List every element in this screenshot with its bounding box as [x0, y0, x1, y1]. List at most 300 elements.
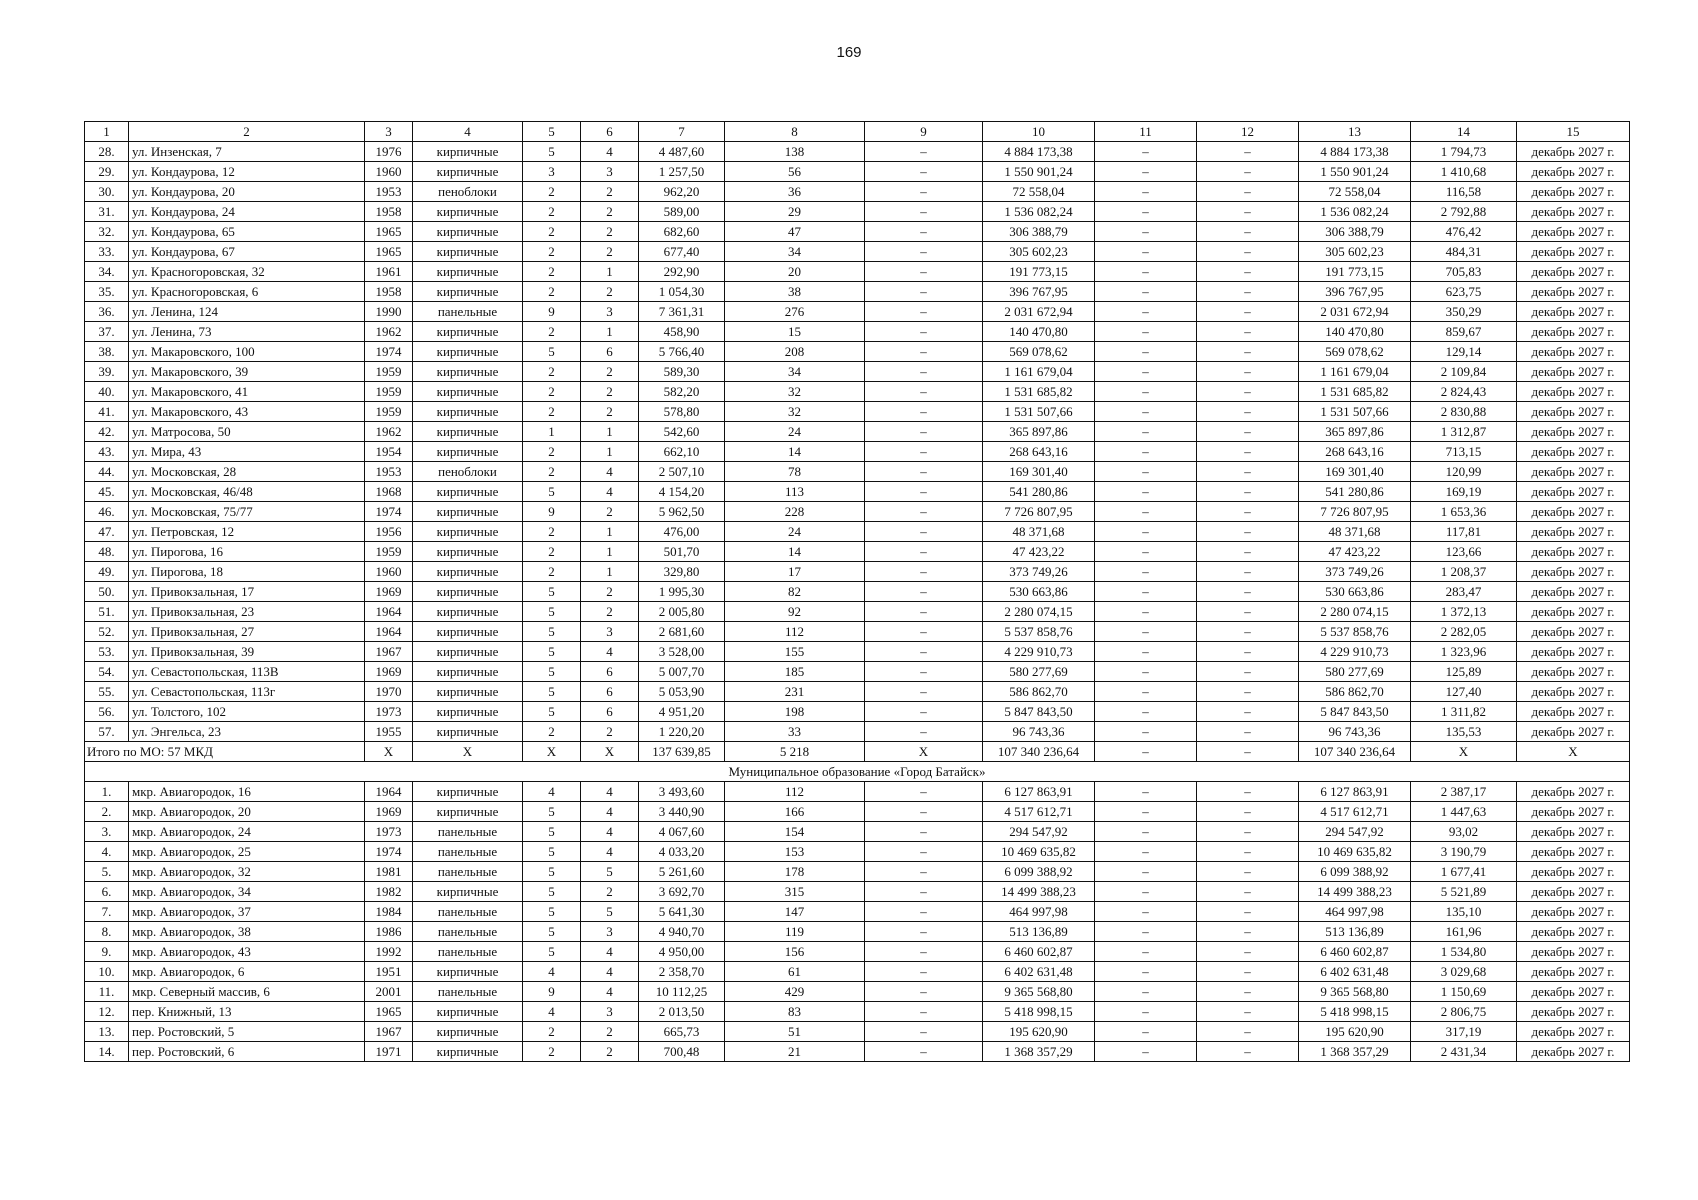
total-area-cell: 682,60: [639, 222, 725, 242]
floors-cell: 4: [523, 962, 581, 982]
section-title-row: [85, 762, 1630, 782]
entrances-cell: 2: [581, 582, 639, 602]
col-11-cell: –: [1095, 542, 1197, 562]
cost-total-cell: 569 078,62: [983, 342, 1095, 362]
address-cell: ул. Привокзальная, 39: [129, 642, 365, 662]
wall-material-cell: панельные: [413, 302, 523, 322]
col-13-cost-cell: 191 773,15: [1299, 262, 1411, 282]
col-13-cost-cell: 1 536 082,24: [1299, 202, 1411, 222]
year-built-cell: 1974: [365, 842, 413, 862]
col-11-cell: –: [1095, 862, 1197, 882]
table-row: [85, 182, 1630, 202]
col-11-cell: –: [1095, 682, 1197, 702]
unit-cost-cell: 2 282,05: [1411, 622, 1517, 642]
col-9-cell: –: [865, 622, 983, 642]
address-cell: пер. Ростовский, 6: [129, 1042, 365, 1062]
unit-cost-cell: 120,99: [1411, 462, 1517, 482]
deadline-cell: декабрь 2027 г.: [1517, 702, 1630, 722]
year-built-cell: 1959: [365, 402, 413, 422]
residents-cell: 56: [725, 162, 865, 182]
column-header-13: 13: [1299, 122, 1411, 142]
table-row: [85, 362, 1630, 382]
col-12-cell: –: [1197, 262, 1299, 282]
cost-total-cell: 6 460 602,87: [983, 942, 1095, 962]
row-number-cell: 7.: [85, 902, 129, 922]
address-cell: мкр. Авиагородок, 43: [129, 942, 365, 962]
wall-material-cell: кирпичные: [413, 422, 523, 442]
cost-total-cell: 4 517 612,71: [983, 802, 1095, 822]
year-built-cell: 1960: [365, 562, 413, 582]
floors-cell: 2: [523, 202, 581, 222]
wall-material-cell: кирпичные: [413, 602, 523, 622]
year-built-cell: 1967: [365, 1022, 413, 1042]
year-built-cell: 1973: [365, 822, 413, 842]
unit-cost-cell: 1 534,80: [1411, 942, 1517, 962]
cost-total-cell: 1 161 679,04: [983, 362, 1095, 382]
table-row: [85, 642, 1630, 662]
cost-total-cell: 373 749,26: [983, 562, 1095, 582]
row-number-cell: 6.: [85, 882, 129, 902]
wall-material-cell: панельные: [413, 902, 523, 922]
col-11-cell: –: [1095, 622, 1197, 642]
col-11-cell: –: [1095, 722, 1197, 742]
floors-cell: 1: [523, 422, 581, 442]
address-cell: ул. Кондаурова, 20: [129, 182, 365, 202]
col-13-cost-cell: 373 749,26: [1299, 562, 1411, 582]
row-number-cell: 42.: [85, 422, 129, 442]
col-13-cost-cell: 464 997,98: [1299, 902, 1411, 922]
col-9-cell: –: [865, 422, 983, 442]
page-number: 169: [836, 44, 862, 61]
residents-cell: 208: [725, 342, 865, 362]
column-header-2: 2: [129, 122, 365, 142]
total-area-cell: 5 962,50: [639, 502, 725, 522]
cost-total-cell: 72 558,04: [983, 182, 1095, 202]
col-11-cell: –: [1095, 962, 1197, 982]
table-row: [85, 1042, 1630, 1062]
entrances-cell: 2: [581, 502, 639, 522]
year-built-cell: 1990: [365, 302, 413, 322]
entrances-cell: 1: [581, 522, 639, 542]
floors-cell: 9: [523, 982, 581, 1002]
table-row: [85, 202, 1630, 222]
table-row: [85, 322, 1630, 342]
unit-cost-cell: 123,66: [1411, 542, 1517, 562]
col-11-cell: –: [1095, 302, 1197, 322]
row-number-cell: 1.: [85, 782, 129, 802]
floors-cell: 5: [523, 802, 581, 822]
year-built-cell: 1969: [365, 582, 413, 602]
entrances-cell: 1: [581, 322, 639, 342]
col-11-cell: –: [1095, 402, 1197, 422]
col-9-cell: –: [865, 222, 983, 242]
residents-cell: 14: [725, 442, 865, 462]
address-cell: ул. Матросова, 50: [129, 422, 365, 442]
unit-cost-cell: 1 312,87: [1411, 422, 1517, 442]
entrances-cell: 2: [581, 402, 639, 422]
row-number-cell: 3.: [85, 822, 129, 842]
entrances-cell: 1: [581, 422, 639, 442]
floors-cell: 2: [523, 462, 581, 482]
deadline-cell: декабрь 2027 г.: [1517, 222, 1630, 242]
wall-material-cell: кирпичные: [413, 662, 523, 682]
cost-total-cell: 5 537 858,76: [983, 622, 1095, 642]
col-13-cost-cell: 140 470,80: [1299, 322, 1411, 342]
col-12-cell: –: [1197, 862, 1299, 882]
year-built-cell: 1971: [365, 1042, 413, 1062]
address-cell: ул. Кондаурова, 12: [129, 162, 365, 182]
col-13-cost-cell: 1 531 507,66: [1299, 402, 1411, 422]
deadline-cell: декабрь 2027 г.: [1517, 642, 1630, 662]
col-11-cell: –: [1095, 462, 1197, 482]
year-built-cell: 1964: [365, 782, 413, 802]
col-9-cell: –: [865, 182, 983, 202]
entrances-cell: 3: [581, 302, 639, 322]
row-number-cell: 2.: [85, 802, 129, 822]
row-number-cell: 46.: [85, 502, 129, 522]
column-header-9: 9: [865, 122, 983, 142]
total-area-cell: 7 361,31: [639, 302, 725, 322]
address-cell: мкр. Авиагородок, 32: [129, 862, 365, 882]
address-cell: ул. Толстого, 102: [129, 702, 365, 722]
entrances-cell: 1: [581, 262, 639, 282]
column-number-row: [85, 122, 1630, 142]
total-area-cell: 458,90: [639, 322, 725, 342]
col-9-cell: –: [865, 602, 983, 622]
residents-cell: 276: [725, 302, 865, 322]
col-12-cell: –: [1197, 522, 1299, 542]
unit-cost-cell: 2 792,88: [1411, 202, 1517, 222]
row-number-cell: 37.: [85, 322, 129, 342]
address-cell: ул. Петровская, 12: [129, 522, 365, 542]
residents-cell: 156: [725, 942, 865, 962]
year-built-cell: 1953: [365, 182, 413, 202]
deadline-cell: декабрь 2027 г.: [1517, 662, 1630, 682]
col-12-cell: –: [1197, 702, 1299, 722]
col-13-cost-cell: 2 280 074,15: [1299, 602, 1411, 622]
total-area-cell: 4 067,60: [639, 822, 725, 842]
total-area-cell: 3 493,60: [639, 782, 725, 802]
wall-material-cell: пеноблоки: [413, 462, 523, 482]
floors-cell: 2: [523, 182, 581, 202]
col-9-cell: –: [865, 342, 983, 362]
unit-cost-cell: 135,53: [1411, 722, 1517, 742]
col-12-cell: –: [1197, 182, 1299, 202]
wall-material-cell: кирпичные: [413, 362, 523, 382]
wall-material-cell: кирпичные: [413, 1002, 523, 1022]
row-number-cell: 5.: [85, 862, 129, 882]
residents-cell: 155: [725, 642, 865, 662]
total-area-cell: 1 054,30: [639, 282, 725, 302]
col-12-cell: –: [1197, 362, 1299, 382]
residents-cell: 32: [725, 382, 865, 402]
col-9-cell: –: [865, 922, 983, 942]
deadline-cell: декабрь 2027 г.: [1517, 202, 1630, 222]
cost-total-cell: 10 469 635,82: [983, 842, 1095, 862]
col-13-cost-cell: 268 643,16: [1299, 442, 1411, 462]
col-12-cell: –: [1197, 222, 1299, 242]
address-cell: ул. Красногоровская, 32: [129, 262, 365, 282]
table-row: [85, 842, 1630, 862]
col-11-cell: –: [1095, 1002, 1197, 1022]
residents-cell: 36: [725, 182, 865, 202]
col-12-cell: –: [1197, 322, 1299, 342]
entrances-cell: 4: [581, 462, 639, 482]
row-number-cell: 9.: [85, 942, 129, 962]
residents-cell: 14: [725, 542, 865, 562]
col-13-cost-cell: 4 884 173,38: [1299, 142, 1411, 162]
unit-cost-cell: 1 447,63: [1411, 802, 1517, 822]
wall-material-cell: кирпичные: [413, 222, 523, 242]
address-cell: ул. Московская, 46/48: [129, 482, 365, 502]
entrances-cell: 2: [581, 242, 639, 262]
year-built-cell: 1960: [365, 162, 413, 182]
entrances-cell: 4: [581, 142, 639, 162]
row-number-cell: 28.: [85, 142, 129, 162]
wall-material-cell: кирпичные: [413, 282, 523, 302]
col-13-cost-cell: 1 368 357,29: [1299, 1042, 1411, 1062]
row-number-cell: 10.: [85, 962, 129, 982]
unit-cost-cell: 2 431,34: [1411, 1042, 1517, 1062]
deadline-cell: декабрь 2027 г.: [1517, 362, 1630, 382]
col-13-cost-cell: 2 031 672,94: [1299, 302, 1411, 322]
residents-cell: 231: [725, 682, 865, 702]
address-cell: мкр. Авиагородок, 37: [129, 902, 365, 922]
deadline-cell: декабрь 2027 г.: [1517, 522, 1630, 542]
col-11-cell: –: [1095, 282, 1197, 302]
address-cell: ул. Московская, 75/77: [129, 502, 365, 522]
col-13-cost-cell: 294 547,92: [1299, 822, 1411, 842]
col-9-cell: –: [865, 322, 983, 342]
unit-cost-cell: 169,19: [1411, 482, 1517, 502]
col-9-cell: –: [865, 502, 983, 522]
entrances-cell: 1: [581, 442, 639, 462]
cost-total-cell: 1 368 357,29: [983, 1042, 1095, 1062]
total-area-cell: 3 692,70: [639, 882, 725, 902]
entrances-cell: 3: [581, 162, 639, 182]
col-13-cost-cell: 530 663,86: [1299, 582, 1411, 602]
address-cell: ул. Макаровского, 41: [129, 382, 365, 402]
address-cell: мкр. Авиагородок, 38: [129, 922, 365, 942]
table-row: [85, 162, 1630, 182]
table-row: [85, 462, 1630, 482]
entrances-cell: 3: [581, 922, 639, 942]
table-row: [85, 622, 1630, 642]
year-built-cell: 1959: [365, 382, 413, 402]
table-row: [85, 382, 1630, 402]
residents-cell: 138: [725, 142, 865, 162]
col-11-cell: –: [1095, 382, 1197, 402]
residents-cell: 21: [725, 1042, 865, 1062]
table-row: [85, 682, 1630, 702]
row-number-cell: 50.: [85, 582, 129, 602]
table-row: [85, 562, 1630, 582]
deadline-cell: декабрь 2027 г.: [1517, 182, 1630, 202]
residents-cell: 29: [725, 202, 865, 222]
deadline-cell: декабрь 2027 г.: [1517, 462, 1630, 482]
col-9-cell: –: [865, 942, 983, 962]
address-cell: мкр. Авиагородок, 34: [129, 882, 365, 902]
col-9-cell: –: [865, 402, 983, 422]
col-9-cell: –: [865, 302, 983, 322]
year-built-cell: 2001: [365, 982, 413, 1002]
address-cell: мкр. Авиагородок, 6: [129, 962, 365, 982]
total-cell: 107 340 236,64: [983, 742, 1095, 762]
entrances-cell: 3: [581, 1002, 639, 1022]
col-12-cell: –: [1197, 922, 1299, 942]
entrances-cell: 2: [581, 382, 639, 402]
address-cell: ул. Ленина, 124: [129, 302, 365, 322]
section-title: Муниципальное образование «Город Батайск»: [85, 762, 1630, 782]
floors-cell: 4: [523, 1002, 581, 1022]
floors-cell: 9: [523, 502, 581, 522]
col-9-cell: –: [865, 522, 983, 542]
year-built-cell: 1974: [365, 502, 413, 522]
col-9-cell: –: [865, 482, 983, 502]
wall-material-cell: кирпичные: [413, 882, 523, 902]
total-area-cell: 2 013,50: [639, 1002, 725, 1022]
total-area-cell: 4 950,00: [639, 942, 725, 962]
row-number-cell: 51.: [85, 602, 129, 622]
total-area-cell: 4 154,20: [639, 482, 725, 502]
total-area-cell: 589,30: [639, 362, 725, 382]
wall-material-cell: кирпичные: [413, 542, 523, 562]
deadline-cell: декабрь 2027 г.: [1517, 282, 1630, 302]
col-11-cell: –: [1095, 902, 1197, 922]
col-13-cost-cell: 5 537 858,76: [1299, 622, 1411, 642]
year-built-cell: 1969: [365, 802, 413, 822]
address-cell: ул. Красногоровская, 6: [129, 282, 365, 302]
total-area-cell: 5 641,30: [639, 902, 725, 922]
total-area-cell: 5 766,40: [639, 342, 725, 362]
cost-total-cell: 47 423,22: [983, 542, 1095, 562]
cost-total-cell: 6 127 863,91: [983, 782, 1095, 802]
floors-cell: 2: [523, 1042, 581, 1062]
column-header-12: 12: [1197, 122, 1299, 142]
residents-cell: 154: [725, 822, 865, 842]
residents-cell: 24: [725, 522, 865, 542]
address-cell: ул. Привокзальная, 27: [129, 622, 365, 642]
wall-material-cell: панельные: [413, 842, 523, 862]
col-9-cell: –: [865, 662, 983, 682]
residents-cell: 166: [725, 802, 865, 822]
residents-cell: 112: [725, 782, 865, 802]
col-12-cell: –: [1197, 442, 1299, 462]
floors-cell: 5: [523, 582, 581, 602]
total-area-cell: 501,70: [639, 542, 725, 562]
col-12-cell: –: [1197, 242, 1299, 262]
col-11-cell: –: [1095, 502, 1197, 522]
table-body: [85, 122, 1630, 1062]
address-cell: мкр. Авиагородок, 25: [129, 842, 365, 862]
year-built-cell: 1955: [365, 722, 413, 742]
col-11-cell: –: [1095, 202, 1197, 222]
total-area-cell: 582,20: [639, 382, 725, 402]
row-number-cell: 4.: [85, 842, 129, 862]
col-13-cost-cell: 7 726 807,95: [1299, 502, 1411, 522]
column-header-15: 15: [1517, 122, 1630, 142]
entrances-cell: 2: [581, 222, 639, 242]
entrances-cell: 2: [581, 602, 639, 622]
col-13-cost-cell: 14 499 388,23: [1299, 882, 1411, 902]
row-number-cell: 11.: [85, 982, 129, 1002]
year-built-cell: 1981: [365, 862, 413, 882]
col-11-cell: –: [1095, 242, 1197, 262]
col-12-cell: –: [1197, 722, 1299, 742]
residents-cell: 82: [725, 582, 865, 602]
year-built-cell: 1984: [365, 902, 413, 922]
unit-cost-cell: 859,67: [1411, 322, 1517, 342]
row-number-cell: 49.: [85, 562, 129, 582]
unit-cost-cell: 350,29: [1411, 302, 1517, 322]
year-built-cell: 1965: [365, 1002, 413, 1022]
deadline-cell: декабрь 2027 г.: [1517, 582, 1630, 602]
total-area-cell: 1 257,50: [639, 162, 725, 182]
table-row: [85, 502, 1630, 522]
table-row: [85, 822, 1630, 842]
col-11-cell: –: [1095, 922, 1197, 942]
wall-material-cell: кирпичные: [413, 442, 523, 462]
address-cell: ул. Мира, 43: [129, 442, 365, 462]
col-12-cell: –: [1197, 622, 1299, 642]
wall-material-cell: кирпичные: [413, 702, 523, 722]
deadline-cell: декабрь 2027 г.: [1517, 482, 1630, 502]
floors-cell: 5: [523, 682, 581, 702]
total-area-cell: 4 951,20: [639, 702, 725, 722]
address-cell: ул. Инзенская, 7: [129, 142, 365, 162]
residents-cell: 228: [725, 502, 865, 522]
year-built-cell: 1965: [365, 222, 413, 242]
floors-cell: 5: [523, 822, 581, 842]
floors-cell: 5: [523, 622, 581, 642]
wall-material-cell: кирпичные: [413, 322, 523, 342]
col-9-cell: –: [865, 582, 983, 602]
address-cell: ул. Энгельса, 23: [129, 722, 365, 742]
address-cell: ул. Кондаурова, 24: [129, 202, 365, 222]
wall-material-cell: кирпичные: [413, 642, 523, 662]
col-12-cell: –: [1197, 942, 1299, 962]
column-header-1: 1: [85, 122, 129, 142]
floors-cell: 5: [523, 662, 581, 682]
col-11-cell: –: [1095, 342, 1197, 362]
entrances-cell: 2: [581, 282, 639, 302]
total-area-cell: 2 681,60: [639, 622, 725, 642]
total-area-cell: 578,80: [639, 402, 725, 422]
col-12-cell: –: [1197, 1002, 1299, 1022]
total-area-cell: 542,60: [639, 422, 725, 442]
row-number-cell: 45.: [85, 482, 129, 502]
col-13-cost-cell: 305 602,23: [1299, 242, 1411, 262]
floors-cell: 3: [523, 162, 581, 182]
residents-cell: 33: [725, 722, 865, 742]
col-12-cell: –: [1197, 542, 1299, 562]
address-cell: ул. Привокзальная, 17: [129, 582, 365, 602]
col-12-cell: –: [1197, 482, 1299, 502]
year-built-cell: 1992: [365, 942, 413, 962]
wall-material-cell: панельные: [413, 942, 523, 962]
total-area-cell: 5 261,60: [639, 862, 725, 882]
address-cell: пер. Книжный, 13: [129, 1002, 365, 1022]
col-11-cell: –: [1095, 222, 1197, 242]
table-row: [85, 582, 1630, 602]
unit-cost-cell: 2 387,17: [1411, 782, 1517, 802]
col-11-cell: –: [1095, 422, 1197, 442]
floors-cell: 2: [523, 382, 581, 402]
col-13-cost-cell: 586 862,70: [1299, 682, 1411, 702]
col-11-cell: –: [1095, 362, 1197, 382]
cost-total-cell: 396 767,95: [983, 282, 1095, 302]
col-13-cost-cell: 4 517 612,71: [1299, 802, 1411, 822]
